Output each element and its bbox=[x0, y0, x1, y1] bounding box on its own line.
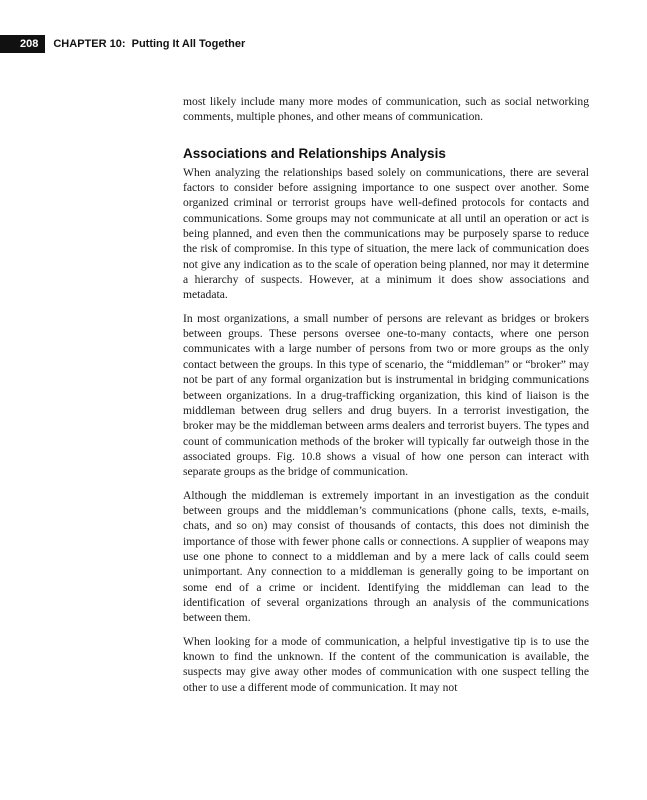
page-body bbox=[183, 94, 589, 703]
chapter-label: CHAPTER 10: bbox=[53, 38, 126, 50]
chapter-title bbox=[53, 38, 245, 50]
paragraph-3: Although the middleman is extremely important in an investigation as the conduit between groups and the middleman’s communications (phone calls, texts, e-mails, chats, and so on) may consist of thousands of contacts, this does not diminish the importance of those with fewer phone calls or connections. A supplier of weapons may use one phone to connect to a middleman and by a mere lack of calls could seem unimportant. Any connection to a middleman is generally going to be important on some end of a crime or incident. Identifying the middleman can lead to the identification of several organizations through an analysis of the communications between them. bbox=[183, 488, 589, 625]
section-heading: Associations and Relationships Analysis bbox=[183, 145, 446, 161]
paragraph-4: When looking for a mode of communication, a helpful investigative tip is to use the known to find the unknown. If the content of the communication is available, the suspects may give away other modes of communication with one suspect telling the other to use a different mode of communication. It may not bbox=[183, 634, 589, 694]
page-number: 208 bbox=[0, 35, 45, 53]
intro-paragraph: most likely include many more modes of communication, such as social networking comments, multiple phones, and other means of communication. bbox=[183, 95, 589, 124]
chapter-name: Putting It All Together bbox=[131, 38, 246, 50]
paragraph-1: When analyzing the relationships based solely on communications, there are several factors to consider before assigning importance to one suspect over another. Some organized criminal or terrorist groups have well-defined protocols for contacts and communications. Some groups may not communicate at all until an operation or act is being planned, and even then the communications may be purposely sparse to reduce the risk of compromise. In this type of situation, the mere lack of communication does not give any indication as to the scale of operation being planned, nor may it determine a hierarchy of suspects. However, at a minimum it does show associations and metadata. bbox=[183, 165, 589, 302]
running-header bbox=[0, 35, 245, 53]
paragraph-2: In most organizations, a small number of persons are relevant as bridges or brokers between groups. These persons oversee one-to-many contacts, where one person communicates with a large number of persons from two or more groups as the only contact between the groups. In this type of scenario, the “middleman” or “broker” may not be part of any formal organization but is instrumental in bridging communications between organizations. In a drug-trafficking organization, this kind of liaison is the middleman between drug sellers and drug buyers. In a terrorist investigation, the broker may be the middleman between arms dealers and terrorist buyers. The types and count of communication methods of the broker will typically far outweigh those in the associated groups. Fig. 10.8 shows a visual of how one person can interact with separate groups as the bridge of communication. bbox=[183, 311, 589, 479]
